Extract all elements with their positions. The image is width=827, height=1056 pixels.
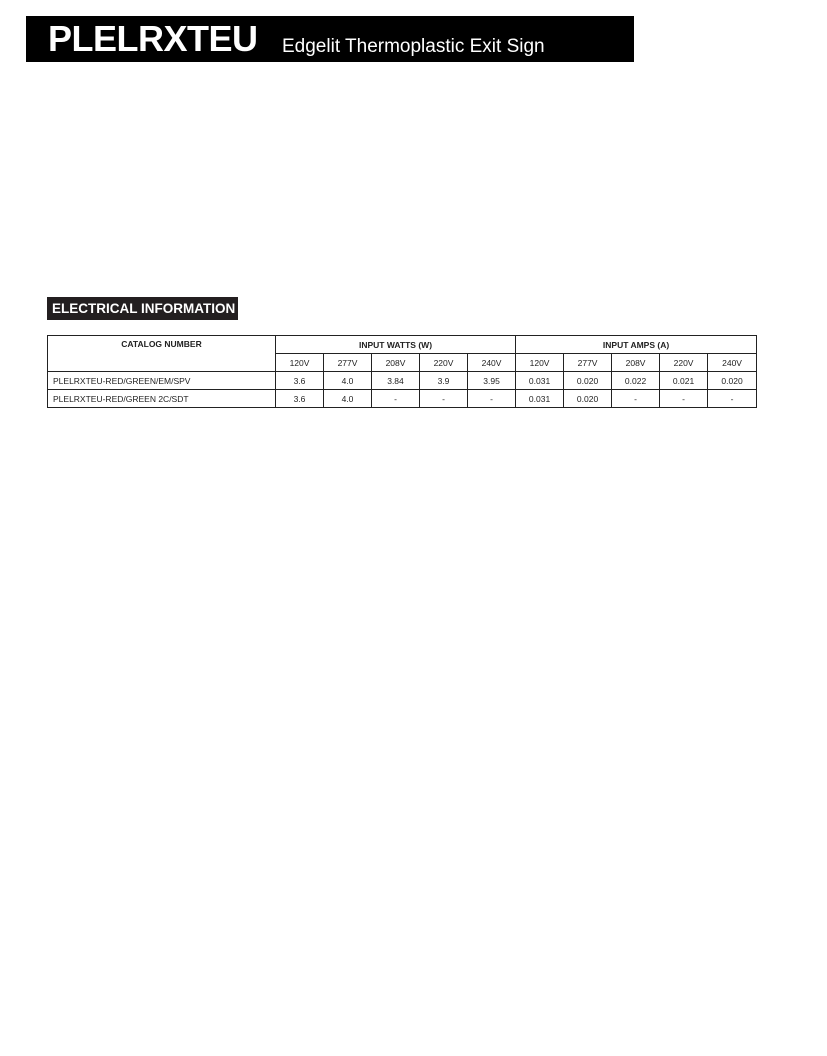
watts-voltage-header: 240V [468, 354, 516, 372]
amps-voltage-header: 240V [708, 354, 757, 372]
watts-voltage-header: 120V [276, 354, 324, 372]
amps-cell: 0.020 [564, 372, 612, 390]
watts-voltage-header: 208V [372, 354, 420, 372]
amps-voltage-header: 208V [612, 354, 660, 372]
input-amps-header: INPUT AMPS (A) [516, 336, 757, 354]
title-bar [26, 16, 634, 62]
amps-cell: - [612, 390, 660, 408]
catalog-number-cell: PLELRXTEU-RED/GREEN/EM/SPV [48, 372, 276, 390]
watts-cell: 3.9 [420, 372, 468, 390]
electrical-table [47, 335, 757, 408]
watts-cell: - [420, 390, 468, 408]
amps-cell: 0.031 [516, 372, 564, 390]
input-watts-header: INPUT WATTS (W) [276, 336, 516, 354]
amps-voltage-header: 220V [660, 354, 708, 372]
amps-voltage-header: 120V [516, 354, 564, 372]
watts-cell: - [468, 390, 516, 408]
watts-cell: 4.0 [324, 372, 372, 390]
watts-cell: 3.6 [276, 372, 324, 390]
watts-voltage-header: 220V [420, 354, 468, 372]
watts-cell: 3.6 [276, 390, 324, 408]
watts-cell: 4.0 [324, 390, 372, 408]
watts-voltage-header: 277V [324, 354, 372, 372]
section-header-electrical: ELECTRICAL INFORMATION [47, 297, 238, 320]
watts-cell: 3.84 [372, 372, 420, 390]
amps-cell: - [660, 390, 708, 408]
product-description: Edgelit Thermoplastic Exit Sign [282, 36, 545, 57]
watts-cell: - [372, 390, 420, 408]
amps-cell: - [708, 390, 757, 408]
amps-cell: 0.021 [660, 372, 708, 390]
model-number: PLELRXTEU [48, 18, 258, 59]
catalog-number-cell: PLELRXTEU-RED/GREEN 2C/SDT [48, 390, 276, 408]
amps-cell: 0.020 [708, 372, 757, 390]
amps-cell: 0.031 [516, 390, 564, 408]
amps-cell: 0.022 [612, 372, 660, 390]
table-row [48, 390, 757, 408]
watts-cell: 3.95 [468, 372, 516, 390]
amps-voltage-header: 277V [564, 354, 612, 372]
catalog-number-header: CATALOG NUMBER [48, 336, 276, 372]
table-row [48, 372, 757, 390]
amps-cell: 0.020 [564, 390, 612, 408]
